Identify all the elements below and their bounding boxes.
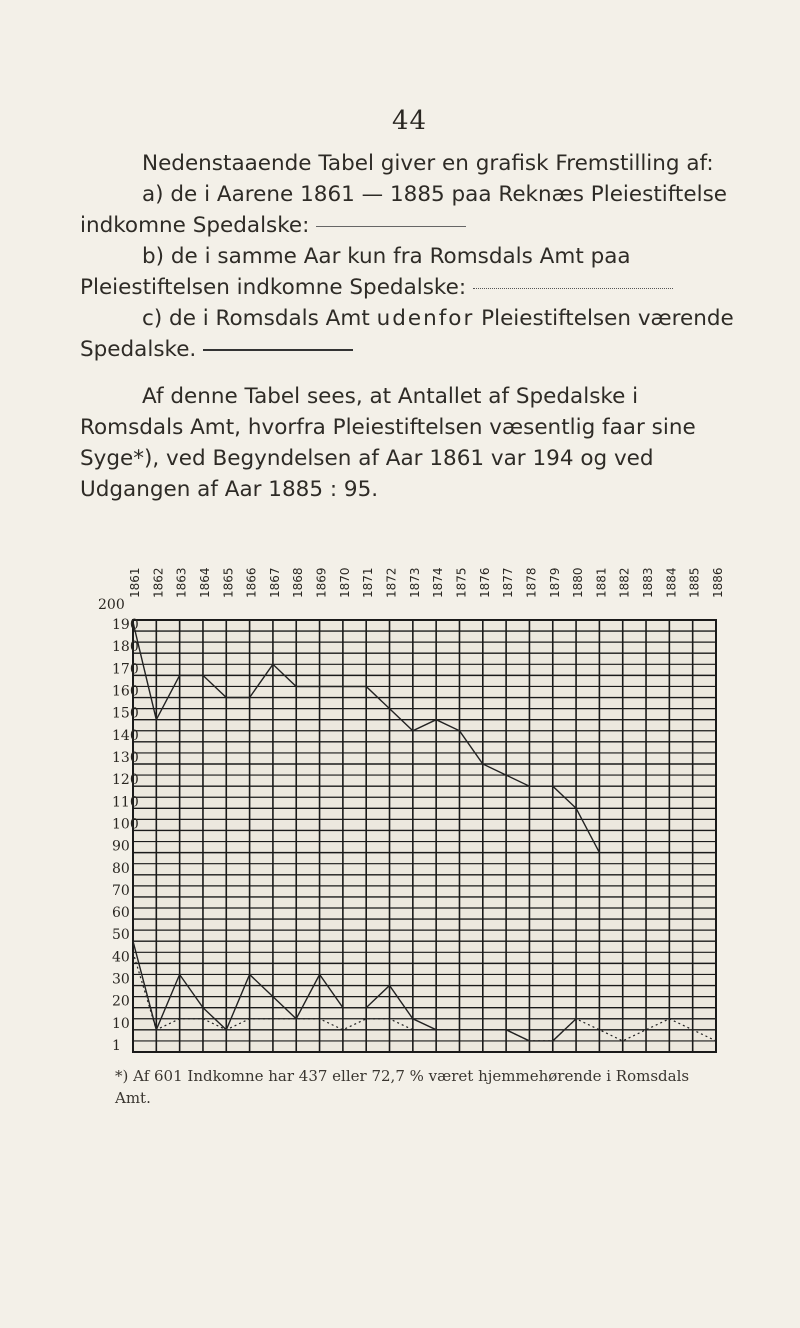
year-label: 1873 [407,567,422,598]
year-label: 1878 [524,567,539,598]
year-label: 1868 [291,567,306,598]
footnote: *) Af 601 Indkomne har 437 eller 72,7 % været hjemmehørende i Romsdals Amt. [115,1067,690,1107]
year-label: 1877 [501,567,516,598]
y-tick-label: 170 [112,661,139,678]
year-label: 1884 [664,567,679,598]
year-label: 1871 [361,567,376,598]
year-label: 1881 [594,567,609,598]
y-tick-label: 100 [112,816,139,833]
y-tick-label: 70 [112,882,130,899]
y-tick-label: 60 [112,905,130,922]
chart-frame [133,620,716,1052]
item-c-pre: c) de i Romsdals Amt [142,306,377,331]
intro-line: Nedenstaaende Tabel giver en grafisk Fremstilling af: [142,151,714,176]
year-label: 1869 [314,567,329,598]
year-label: 1866 [244,567,259,598]
year-label: 1875 [454,567,469,598]
item-a-text: a) de i Aarene 1861 — 1885 paa Reknæs Pleiestiftelse indkomne Spedalske: [80,182,727,238]
y-tick-label: 1 [112,1038,121,1054]
y-tick-label: 160 [112,683,139,700]
y-tick-label: 10 [112,1015,130,1032]
year-label: 1863 [174,567,189,598]
y-tick-label: 110 [112,794,139,811]
y-tick-label: 150 [112,705,139,722]
year-label: 1876 [477,567,492,598]
y-tick-label: 40 [112,949,130,966]
item-c-emph: udenfor [376,306,475,331]
page-number: 44 [392,106,428,136]
year-label: 1879 [547,567,562,598]
year-label: 1874 [431,567,446,598]
y-tick-label: 140 [112,727,139,744]
item-b-text: b) de i samme Aar kun fra Romsdals Amt paa Pleiestiftelsen indkomne Spedalske: [80,244,631,300]
year-label: 1882 [617,567,632,598]
year-label: 1883 [641,567,656,598]
y-tick-label: 30 [112,971,130,988]
year-label: 1880 [571,567,586,598]
year-label: 1864 [197,567,212,598]
year-label: 1885 [687,567,702,598]
y-tick-label: 200 [98,597,125,613]
item-c-post: Pleiestiftelsen værende Spedalske. [80,306,734,362]
y-tick-label: 120 [112,772,139,789]
year-label: 1867 [267,567,282,598]
year-label: 1870 [337,567,352,598]
y-tick-label: 90 [112,838,130,855]
year-label: 1886 [711,567,725,598]
y-tick-label: 80 [112,860,130,877]
y-tick-label: 180 [112,639,139,656]
y-tick-label: 20 [112,993,130,1010]
year-label: 1872 [384,567,399,598]
y-tick-label: 190 [112,617,139,634]
y-tick-label: 130 [112,750,139,766]
y-tick-label: 50 [112,927,130,944]
summary-paragraph: Af denne Tabel sees, at Antallet af Spedalske i Romsdals Amt, hvorfra Pleiestiftelsen væsentlig faar sine Syge*), ved Begyndelsen af Aar 1861 var 194 og ved Udgangen af Aar 1885 : 95. [80,384,696,502]
year-label: 1861 [128,567,142,598]
year-label: 1865 [221,567,236,598]
year-label: 1862 [151,567,166,598]
